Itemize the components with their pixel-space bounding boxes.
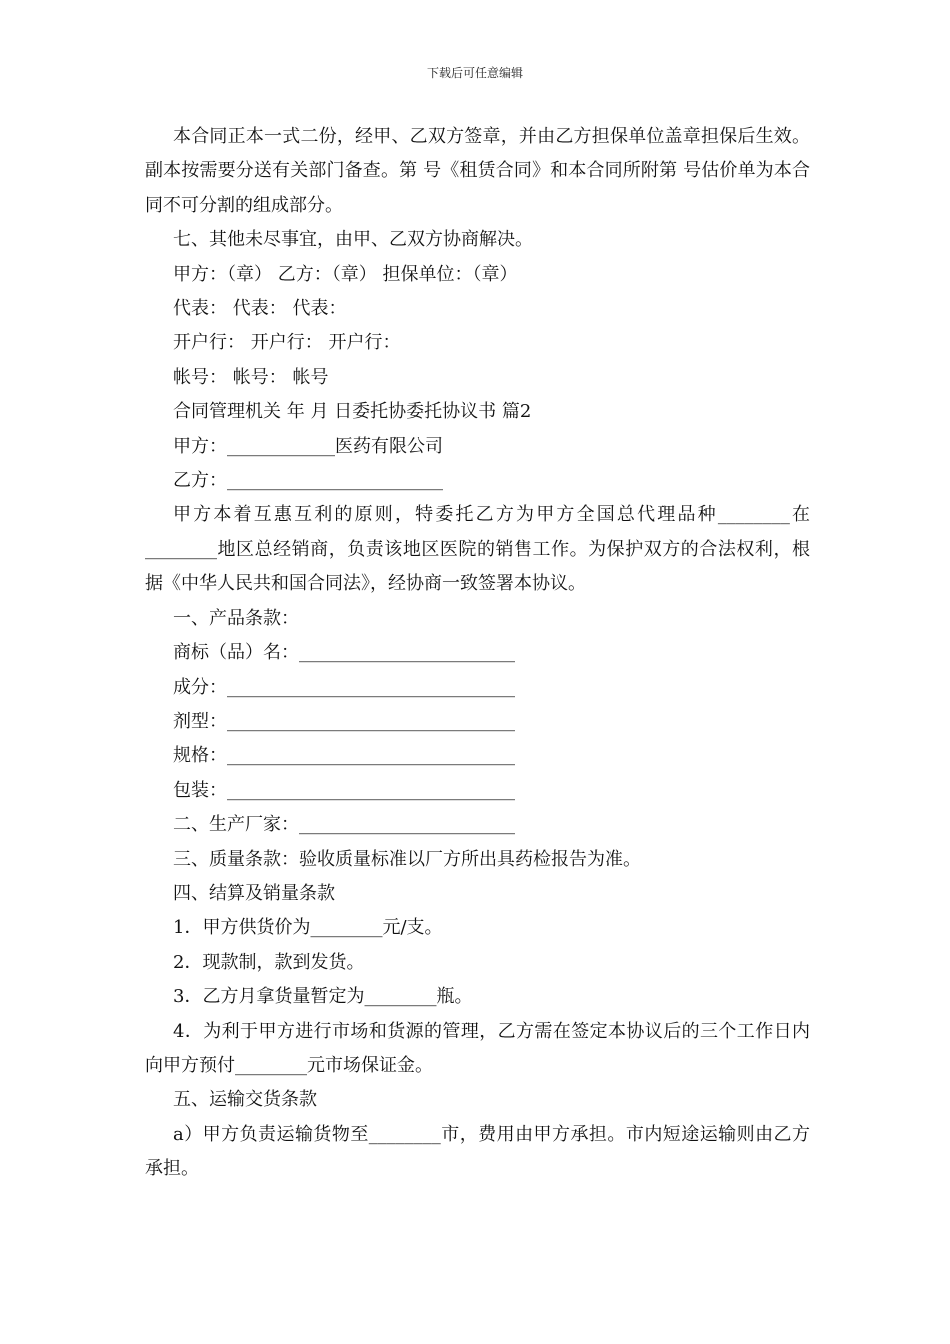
field-ingredients: 成分：________________________________ xyxy=(173,676,515,698)
section-title-agreement-2: 合同管理机关 年 月 日委托协委托协议书 篇2 xyxy=(173,401,532,423)
page-header: 下载后可任意编辑 xyxy=(426,66,523,80)
representative-line: 代表： 代表： 代表： xyxy=(173,298,347,320)
heading-delivery-terms: 五、运输交货条款 xyxy=(173,1089,317,1111)
paragraph-contract-copies: 本合同正本一式二份，经甲、乙双方签章，并由乙方担保单位盖章担保后生效。副本按需要分送有关部门备查。第 号《租赁合同》和本合同所附第 号估价单为本合同不可分割的组成部分。 xyxy=(145,126,810,216)
party-b-line: 乙方：________________________ xyxy=(173,470,443,492)
item-cash-payment: 2．现款制，款到发货。 xyxy=(173,951,365,973)
item-deposit: 4．为利于甲方进行市场和货源的管理，乙方需在签定本协议后的三个工作日内向甲方预付________元市场保证金。 xyxy=(145,1020,810,1076)
item-monthly-volume: 3．乙方月拿货量暂定为________瓶。 xyxy=(173,986,473,1008)
field-brand-name: 商标（品）名：________________________ xyxy=(173,642,515,664)
paragraph-other-matters: 七、其他未尽事宜，由甲、乙双方协商解决。 xyxy=(173,229,533,251)
field-dosage-form: 剂型：________________________________ xyxy=(173,710,515,732)
item-supply-price: 1．甲方供货价为________元/支。 xyxy=(173,917,443,939)
party-a-line: 甲方：____________医药有限公司 xyxy=(173,435,443,457)
account-number-line: 帐号： 帐号： 帐号 xyxy=(173,366,329,388)
item-transport: a）甲方负责运输货物至________市，费用由甲方承担。市内短途运输则由乙方承担。 xyxy=(145,1123,810,1180)
document-body xyxy=(145,120,810,1187)
field-manufacturer: 二、生产厂家：________________________ xyxy=(173,814,515,836)
paragraph-entrustment: 甲方本着互惠互利的原则，特委托乙方为甲方全国总代理品种________在________地区总经销商，负责该地区医院的销售工作。为保护双方的合法权利，根据《中华人民共和国合同法》，经协商一致签署本协议。 xyxy=(145,504,810,595)
field-specification: 规格：________________________________ xyxy=(173,745,515,767)
field-packaging: 包装：________________________________ xyxy=(173,779,515,801)
heading-product-terms: 一、产品条款： xyxy=(173,607,299,629)
bank-line: 开户行： 开户行： 开户行： xyxy=(173,332,401,354)
heading-settlement-terms: 四、结算及销量条款 xyxy=(173,882,335,904)
paragraph-quality-terms: 三、质量条款：验收质量标准以厂方所出具药检报告为准。 xyxy=(173,848,641,870)
signature-parties-line: 甲方：（章） 乙方：（章） 担保单位：（章） xyxy=(173,263,518,285)
